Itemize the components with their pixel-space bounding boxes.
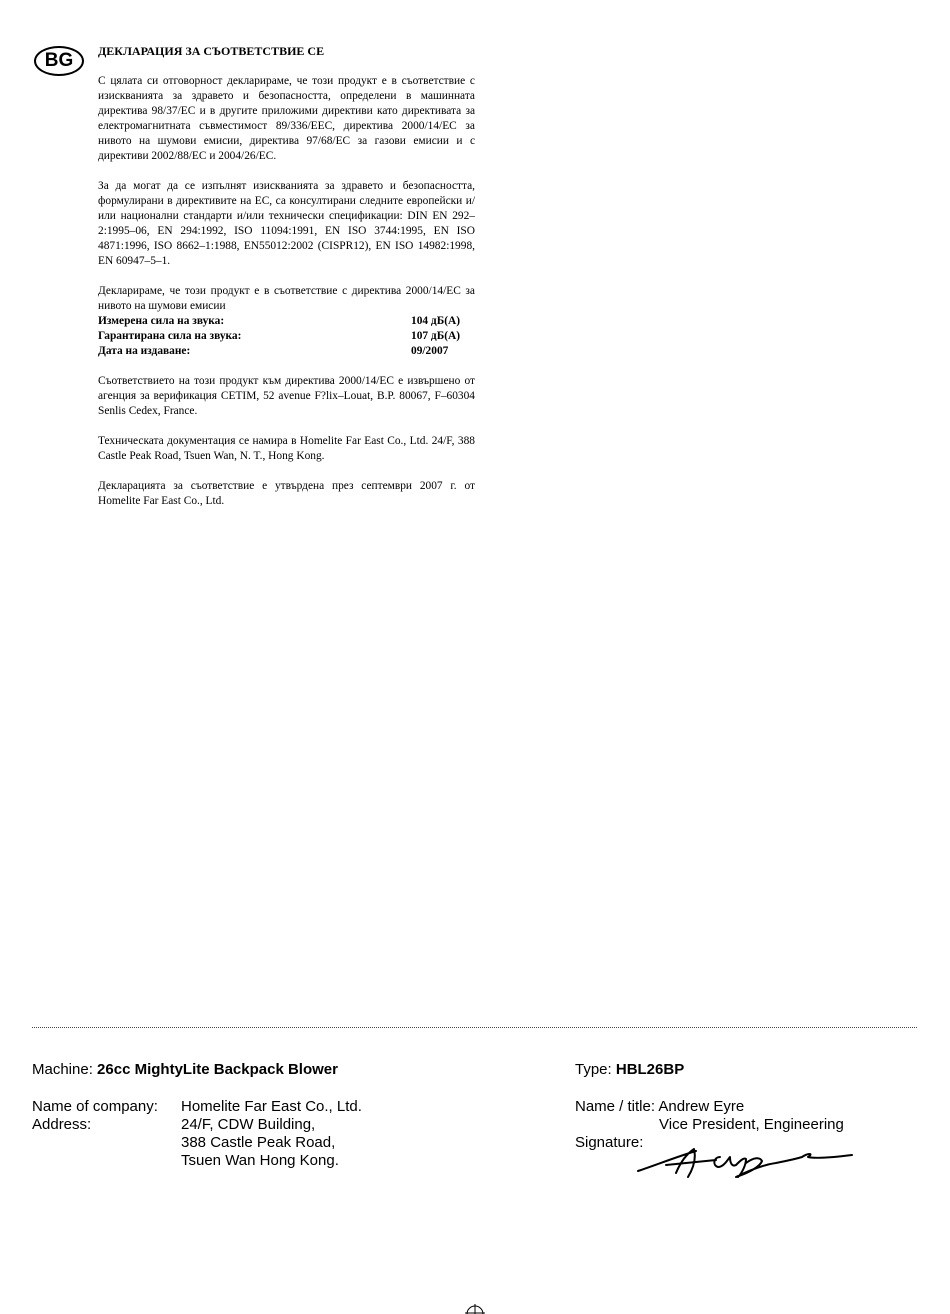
signatory-name: Andrew Eyre: [658, 1098, 745, 1115]
guaranteed-row: [98, 329, 475, 344]
company-value: Homelite Far East Co., Ltd.: [181, 1098, 362, 1115]
company-block: [32, 1098, 362, 1170]
cut-line-divider: [32, 1027, 917, 1028]
declaration-paragraph-2: За да могат да се изпълнят изискванията за здравето и безопасността, формулирани в директивите на ЕС, са консултирани следните европейски и/или национални стандарти и/или технически спецификации: DIN EN 292–2:1995–06, EN 294:1992, ISO 11094:1991, EN ISO 3744:1995, EN ISO 4871:1996, ISO 8662–1:1988, EN55012:2002 (CISPR12), EN ISO 14982:1998, EN 60947–5–1.: [98, 180, 475, 267]
guaranteed-label: Гарантирана сила на звука:: [98, 330, 242, 342]
name-row: [575, 1098, 844, 1116]
date-row: [98, 344, 475, 359]
address-label: Address:: [32, 1116, 92, 1133]
name-title-label: Name / title:: [575, 1098, 656, 1115]
machine-label: Machine:: [32, 1061, 93, 1078]
type-value: HBL26BP: [615, 1061, 685, 1078]
company-row: [32, 1098, 362, 1116]
measured-label: Измерена сила на звука:: [98, 315, 225, 327]
address-line: 388 Castle Peak Road,: [181, 1134, 336, 1151]
declaration-paragraph-6: Декларацията за съответствие е утвърдена през септември 2007 г. от Homelite Far East Co., Ltd.: [98, 480, 475, 507]
address-value: [181, 1116, 339, 1170]
address-line: Tsuen Wan Hong Kong.: [181, 1152, 339, 1169]
noise-table: [98, 314, 475, 359]
measured-row: [98, 314, 475, 329]
address-row: [32, 1116, 362, 1170]
declaration-paragraph-1: С цялата си отговорност декларираме, че този продукт е в съответствие с изискванията за здравето и безопасността, определени в машинната директива 98/37/EC и в другите приложими директиви като директивата за електромагнитната съвместимост 89/336/EEC, директива 2000/14/EC за нивото на шумови емисии, директива 97/68/EC за газови емисии и с директиви 2002/88/EC и 2004/26/EC.: [98, 75, 475, 162]
language-badge: BG: [34, 46, 84, 76]
signatory-title: Vice President, Engineering: [659, 1116, 844, 1133]
guaranteed-value: 107 дБ(A): [411, 330, 461, 342]
measured-value: 104 дБ(A): [411, 315, 461, 327]
company-label: Name of company:: [32, 1098, 158, 1115]
type-label: Type:: [575, 1061, 612, 1078]
date-value: 09/2007: [411, 345, 449, 357]
declaration-section: [98, 44, 475, 524]
signature-image: [636, 1143, 856, 1183]
signature-label: Signature:: [575, 1134, 644, 1151]
machine-value: 26cc MightyLite Backpack Blower: [97, 1061, 338, 1078]
declaration-title: ДЕКЛАРАЦИЯ ЗА СЪОТВЕТСТВИЕ CE: [98, 44, 325, 58]
declaration-paragraph-5: Техническата документация се намира в Homelite Far East Co., Ltd. 24/F, 388 Castle Peak Road, Tsuen Wan, N. T., Hong Kong.: [98, 435, 475, 462]
registration-mark-icon: [465, 1304, 485, 1314]
declaration-paragraph-4: Съответствието на този продукт към директива 2000/14/EC е извършено от агенция за верификация CETIM, 52 avenue F?lix–Louat, B.P. 80067, F–60304 Senlis Cedex, France.: [98, 375, 475, 417]
date-label: Дата на издаване:: [98, 345, 191, 357]
type-line: [575, 1061, 684, 1079]
declaration-paragraph-3: Декларираме, че този продукт е в съответствие с директива 2000/14/EC за нивото на шумови емисии: [98, 285, 475, 312]
machine-line: [32, 1061, 338, 1079]
address-line: 24/F, CDW Building,: [181, 1116, 316, 1133]
